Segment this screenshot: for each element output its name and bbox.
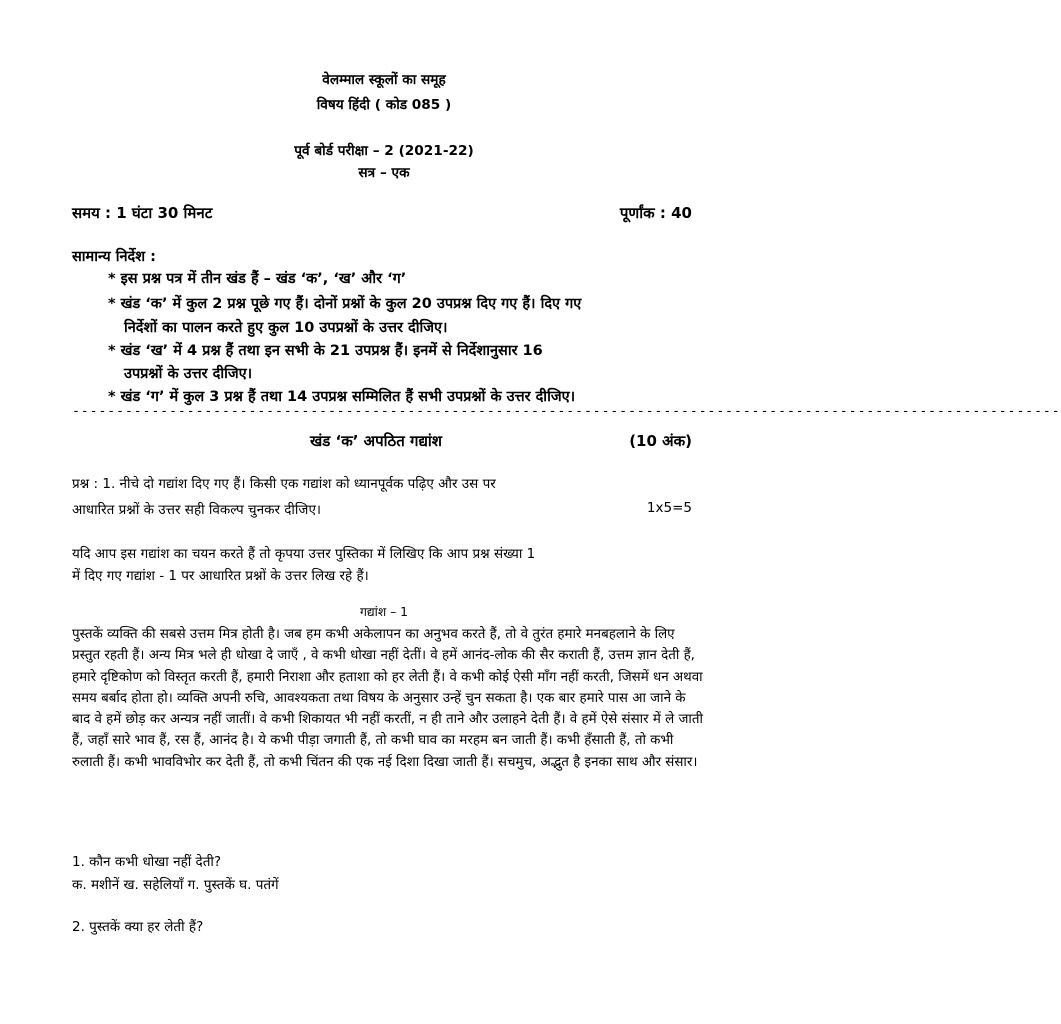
instruction-item: * इस प्रश्न पत्र में तीन खंड हैं – खंड ‘क’, ‘ख’ और ‘ग’: [108, 271, 407, 287]
question-1-marks: 1x5=5: [646, 500, 692, 516]
selection-note-continued: में दिए गए गद्यांश - 1 पर आधारित प्रश्नों के उत्तर लिख रहे हैं।: [72, 568, 369, 584]
time-allowed: समय : 1 घंटा 30 मिनट: [72, 204, 213, 222]
section-title: खंड ‘क’ अपठित गद्यांश: [310, 432, 442, 450]
max-marks: पूर्णांक : 40: [619, 204, 692, 222]
subject-line: विषय हिंदी ( कोड 085 ): [316, 97, 452, 113]
instruction-item-continued: उपप्रश्नों के उत्तर दीजिए।: [124, 366, 253, 382]
divider-line: ----------------------------------------------------------------------------------------------------------------: [72, 404, 1061, 419]
sub-question: 2. पुस्तकें क्या हर लेती हैं?: [72, 919, 204, 935]
section-marks: (10 अंक): [629, 432, 692, 450]
passage-title: गद्यांश – 1: [359, 605, 408, 619]
sub-question: 1. कौन कभी धोखा नहीं देती?: [72, 854, 222, 870]
school-name: वेलम्माल स्कूलों का समूह: [322, 72, 446, 88]
question-1-text: प्रश्न : 1. नीचे दो गद्यांश दिए गए हैं। किसी एक गद्यांश को ध्यानपूर्वक पढ़िए और उस पर: [72, 476, 496, 492]
passage-text: पुस्तकें व्यक्ति की सबसे उत्तम मित्र होती है। जब हम कभी अकेलापन का अनुभव करते हैं, तो वे तुरंत हमारे मनबहलाने के लिए प्रस्तुत रहती हैं। अन्य मित्र भले ही धोखा दे जाएँ , वे कभी धोखा नहीं देतीं। वे हमें आनंद-लोक की सैर कराती हैं, उत्तम ज्ञान देती हैं, हमारे दृष्टिकोण को विस्तृत करती हैं, हमारी निराशा और हताशा को हर लेती हैं। वे कभी कोई ऐसी माँग नहीं करती, जिसमें धन अथवा समय बर्बाद होता हो। व्यक्ति अपनी रुचि, आवश्यकता तथा विषय के अनुसार उन्हें चुन सकता है। एक बार हमारे पास आ जाने के बाद वे हमें छोड़ कर अन्यत्र नहीं जातीं। वे कभी शिकायत भी नहीं करतीं, न ही ताने और उलाहने देती हैं। वे हमें ऐसे संसार में ले जाती हैं, जहाँ सारे भाव हैं, रस हैं, आनंद है। ये कभी पीड़ा जगाती हैं, तो कभी घाव का मरहम बन जाती हैं। कभी हँसाती हैं, तो कभी रुलाती हैं। कभी भावविभोर कर देती हैं, तो कभी चिंतन की एक नई दिशा दिखा जाती हैं। सचमुच, अद्भुत है इनका साथ और संसार।: [72, 627, 703, 770]
exam-title: पूर्व बोर्ड परीक्षा – 2 (2021-22): [294, 143, 474, 159]
instruction-item-continued: निर्देशों का पालन करते हुए कुल 10 उपप्रश्नों के उत्तर दीजिए।: [124, 320, 448, 336]
sub-question-options: क. मशीनें ख. सहेलियाँ ग. पुस्तकें घ. पतंगें: [72, 877, 279, 893]
instruction-item: * खंड ‘ग’ में कुल 3 प्रश्न हैं तथा 14 उपप्रश्न सम्मिलित हैं सभी उपप्रश्नों के उत्तर दीजिए।: [108, 389, 576, 405]
instruction-item: * खंड ‘क’ में कुल 2 प्रश्न पूछे गए हैं। दोनों प्रश्नों के कुल 20 उपप्रश्न दिए गए हैं। दिए गए: [108, 296, 582, 312]
selection-note: यदि आप इस गद्यांश का चयन करते हैं तो कृपया उत्तर पुस्तिका में लिखिए कि आप प्रश्न संख्या 1: [72, 546, 536, 562]
instructions-title: सामान्य निर्देश :: [72, 249, 156, 265]
instruction-item: * खंड ‘ख’ में 4 प्रश्न हैं तथा इन सभी के 21 उपप्रश्न हैं। इनमें से निर्देशानुसार 16: [108, 343, 543, 359]
passage-body: [72, 624, 704, 773]
term-line: सत्र – एक: [358, 165, 410, 181]
question-1-text-continued: आधारित प्रश्नों के उत्तर सही विकल्प चुनकर दीजिए।: [72, 502, 322, 518]
